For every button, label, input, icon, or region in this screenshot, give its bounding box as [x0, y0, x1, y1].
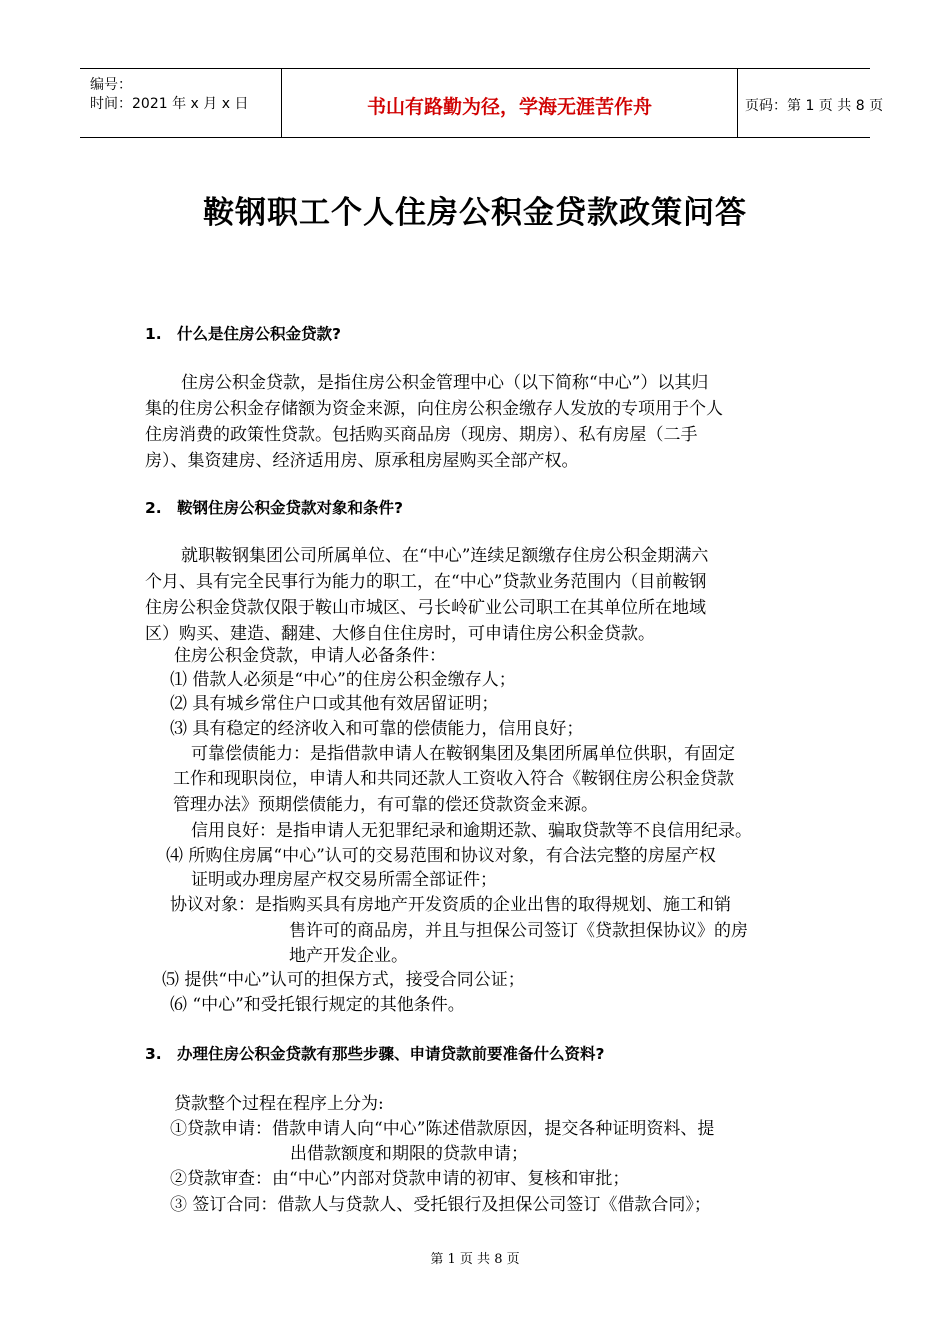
paragraph-line: 售许可的商品房，并且与担保公司签订《贷款担保协议》的房 [289, 921, 748, 941]
question-heading [145, 322, 341, 344]
paragraph-line: 房）、集资建房、经济适用房、原承租房屋购买全部产权。 [145, 451, 579, 471]
paragraph-line: 住房消费的政策性贷款。包括购买商品房（现房、期房）、私有房屋（二手 [145, 425, 698, 445]
page-footer: 第 1 页 共 8 页 [430, 1252, 520, 1267]
question-number: 3. [145, 1045, 162, 1063]
header-page-cell [737, 69, 884, 137]
paragraph-line: 可靠偿债能力：是指借款申请人在鞍钢集团及集团所属单位供职，有固定 [191, 744, 735, 764]
list-item: ⑵ 具有城乡常住户口或其他有效居留证明； [170, 694, 499, 714]
header-motto-cell [281, 69, 738, 137]
list-item: ⑸ 提供“中心”认可的担保方式，接受合同公证； [162, 970, 525, 990]
list-item: ⑷ 所购住房属“中心”认可的交易范围和协议对象，有合法完整的房屋产权 [166, 846, 716, 866]
question-number: 1. [145, 325, 162, 343]
paragraph-line: 协议对象：是指购买具有房地产开发资质的企业出售的取得规划、施工和销 [170, 895, 731, 915]
paragraph-line: 区）购买、建造、翻建、大修自住住房时，可申请住房公积金贷款。 [145, 624, 655, 644]
paragraph-line: 集的住房公积金存储额为资金来源，向住房公积金缴存人发放的专项用于个人 [145, 399, 723, 419]
header-info-cell [80, 69, 281, 137]
question-text: 办理住房公积金贷款有那些步骤、申请贷款前要准备什么资料? [177, 1045, 605, 1063]
paragraph-line: 住房公积金贷款，是指住房公积金管理中心（以下简称“中心”）以其归 [181, 373, 709, 393]
number-label: 编号： [90, 77, 132, 93]
paragraph-line: 个月、具有完全民事行为能力的职工，在“中心”贷款业务范围内（目前鞍钢 [145, 572, 707, 592]
paragraph-line: 就职鞍钢集团公司所属单位、在“中心”连续足额缴存住房公积金期满六 [181, 546, 709, 566]
question-heading [145, 1042, 605, 1064]
paragraph-line: 住房公积金贷款仅限于鞍山市城区、弓长岭矿业公司职工在其单位所在地域 [145, 598, 706, 618]
document-header [80, 68, 884, 138]
time-label: 时间：2021 年 x 月 x 日 [90, 96, 249, 112]
list-item: ②贷款审查：由“中心”内部对贷款申请的初审、复核和审批； [170, 1169, 630, 1189]
question-text: 什么是住房公积金贷款? [177, 325, 341, 343]
paragraph-line: 地产开发企业。 [289, 946, 408, 966]
paragraph-line: 信用良好：是指申请人无犯罪纪录和逾期还款、骗取贷款等不良信用纪录。 [191, 821, 752, 841]
list-item: ⑴ 借款人必须是“中心”的住房公积金缴存人； [170, 670, 516, 690]
paragraph-line: 贷款整个过程在程序上分为: [174, 1094, 384, 1114]
page-label: 页码：第 1 页 共 8 页 [745, 98, 884, 114]
question-text: 鞍钢住房公积金贷款对象和条件? [177, 499, 403, 517]
list-item: ⑹ “中心”和受托银行规定的其他条件。 [170, 995, 465, 1015]
paragraph-line: 出借款额度和期限的贷款申请； [290, 1144, 528, 1164]
list-item: ①贷款申请：借款申请人向“中心”陈述借款原因，提交各种证明资料、提 [170, 1119, 715, 1139]
page-title: 鞍钢职工个人住房公积金贷款政策问答 [203, 195, 747, 231]
paragraph-line: 证明或办理房屋产权交易所需全部证件； [191, 870, 497, 890]
question-number: 2. [145, 499, 162, 517]
paragraph-line: 工作和现职岗位，申请人和共同还款人工资收入符合《鞍钢住房公积金贷款 [173, 769, 734, 789]
list-item: ③ 签订合同：借款人与贷款人、受托银行及担保公司签订《借款合同》； [170, 1195, 711, 1215]
paragraph-line: 住房公积金贷款，申请人必备条件： [174, 646, 446, 666]
list-item: ⑶ 具有稳定的经济收入和可靠的偿债能力，信用良好； [170, 719, 584, 739]
question-heading [145, 496, 403, 518]
paragraph-line: 管理办法》预期偿债能力，有可靠的偿还贷款资金来源。 [173, 795, 598, 815]
motto: 书山有路勤为径，学海无涯苦作舟 [366, 96, 652, 118]
